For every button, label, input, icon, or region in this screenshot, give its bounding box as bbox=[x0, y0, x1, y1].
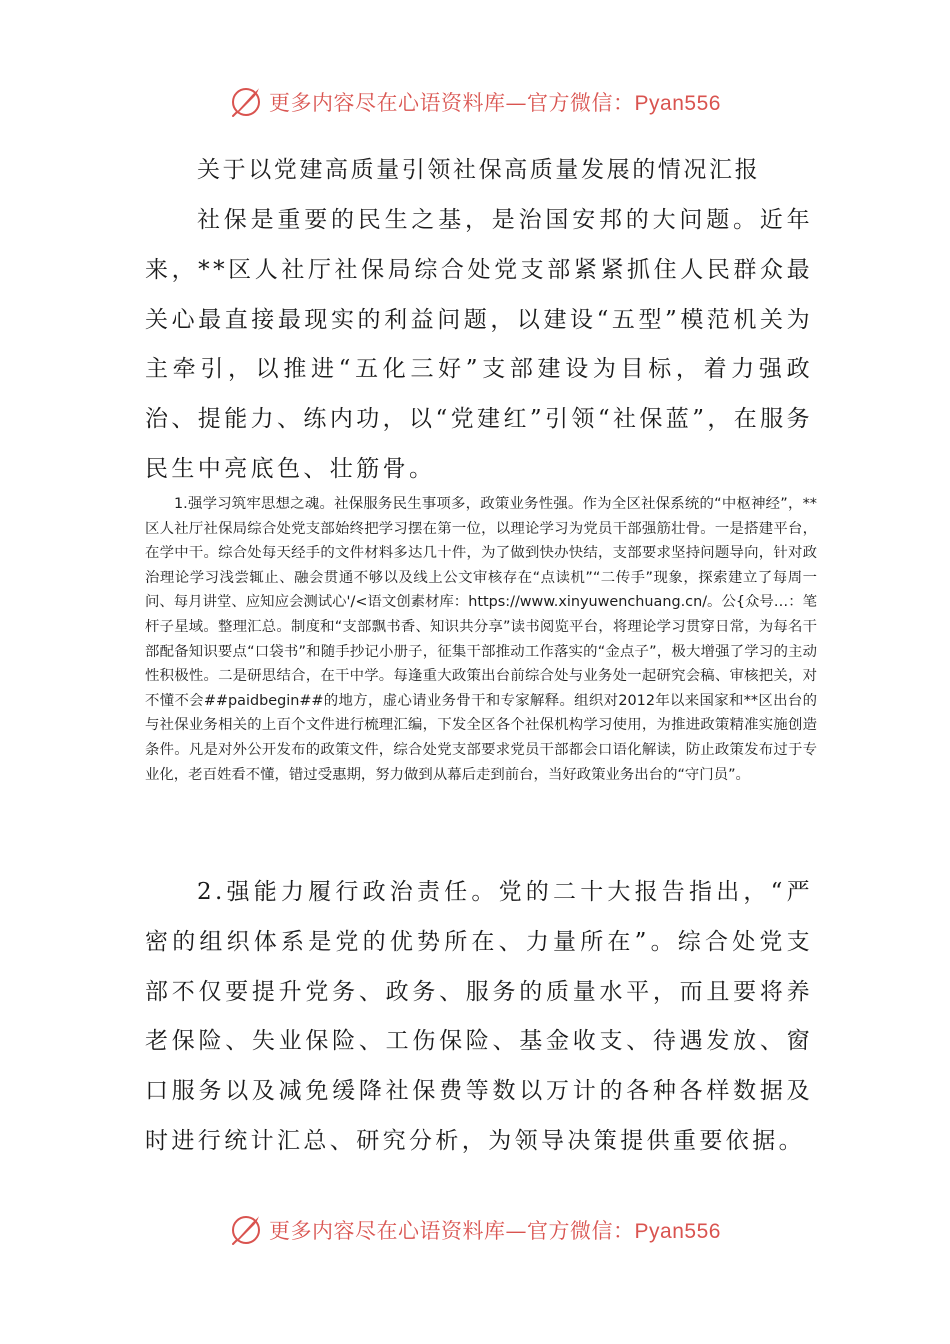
watermark-label: 更多内容尽在心语资料库—官方微信： bbox=[269, 1219, 635, 1243]
footer-watermark-banner bbox=[0, 1210, 950, 1250]
document-title: 关于以党建高质量引领社保高质量发展的情况汇报 bbox=[197, 157, 761, 183]
section-1-paragraph: 1.强学习筑牢思想之魂。社保服务民生事项多，政策业务性强。作为全区社保系统的“中枢神经”，**区人社厅社保局综合处党支部始终把学习摆在第一位，以理论学习为党员干部强筋壮骨。一是搭建平台，在学中干。综合处每天经手的文件材料多达几十件，为了做到快办快结，支部要求坚持问题导向，针对政治理论学习浅尝辄止、融会贯通不够以及线上公文审核存在“点读机”“二传手”现象，探索建立了每周一问、每月讲堂、应知应会测试心'/<语文创素材库：https://www.xinyuwenchuang.cn/。公{众号…：笔杆子星域。整理汇总。制度和“支部飘书香、知识共分享”读书阅览平台，将理论学习贯穿日常，为每名干部配备知识要点“口袋书”和随手抄记小册子，征集干部推动工作落实的“金点子”，极大增强了学习的主动性积极性。二是研思结合，在干中学。每逢重大政策出台前综合处与业务处一起研究会稿、审核把关，对不懂不会##paidbegin##的地方，虚心请业务骨干和专家解释。组织对2012年以来国家和**区出台的与社保业务相关的上百个文件进行梳理汇编，下发全区各个社保机构学习使用，为推进政策精准实施创造条件。凡是对外公开发布的政策文件，综合处党支部要求党员干部都会口语化解读，防止政策发布过于专业化，老百姓看不懂，错过受惠期，努力做到从幕后走到前台，当好政策业务出台的“守门员”。 bbox=[145, 496, 817, 783]
quill-pen-circle-logo-icon bbox=[229, 1213, 263, 1247]
quill-pen-circle-logo-icon bbox=[229, 85, 263, 119]
section-2-paragraph: 2.强能力履行政治责任。党的二十大报告指出，“严密的组织体系是党的优势所在、力量所在”。综合处党支部不仅要提升党务、政务、服务的质量水平，而且要将养老保险、失业保险、工伤保险、基金收支、待遇发放、窗口服务以及减免缓降社保费等数以万计的各种各样数据及时进行统计汇总、研究分析，为领导决策提供重要依据。 bbox=[145, 879, 813, 1154]
watermark-text bbox=[269, 1215, 721, 1245]
watermark-wechat-id: Pyan556 bbox=[634, 1220, 721, 1243]
watermark-text bbox=[269, 87, 721, 117]
header-watermark-banner bbox=[0, 82, 950, 122]
intro-paragraph: 社保是重要的民生之基，是治国安邦的大问题。近年来，**区人社厅社保局综合处党支部紧紧抓住人民群众最关心最直接最现实的利益问题，以建设“五型”模范机关为主牵引，以推进“五化三好”支部建设为目标，着力强政治、提能力、练内功，以“党建红”引领“社保蓝”，在服务民生中亮底色、壮筋骨。 bbox=[145, 207, 813, 482]
watermark-label: 更多内容尽在心语资料库—官方微信： bbox=[269, 91, 635, 115]
watermark-wechat-id: Pyan556 bbox=[634, 92, 721, 115]
